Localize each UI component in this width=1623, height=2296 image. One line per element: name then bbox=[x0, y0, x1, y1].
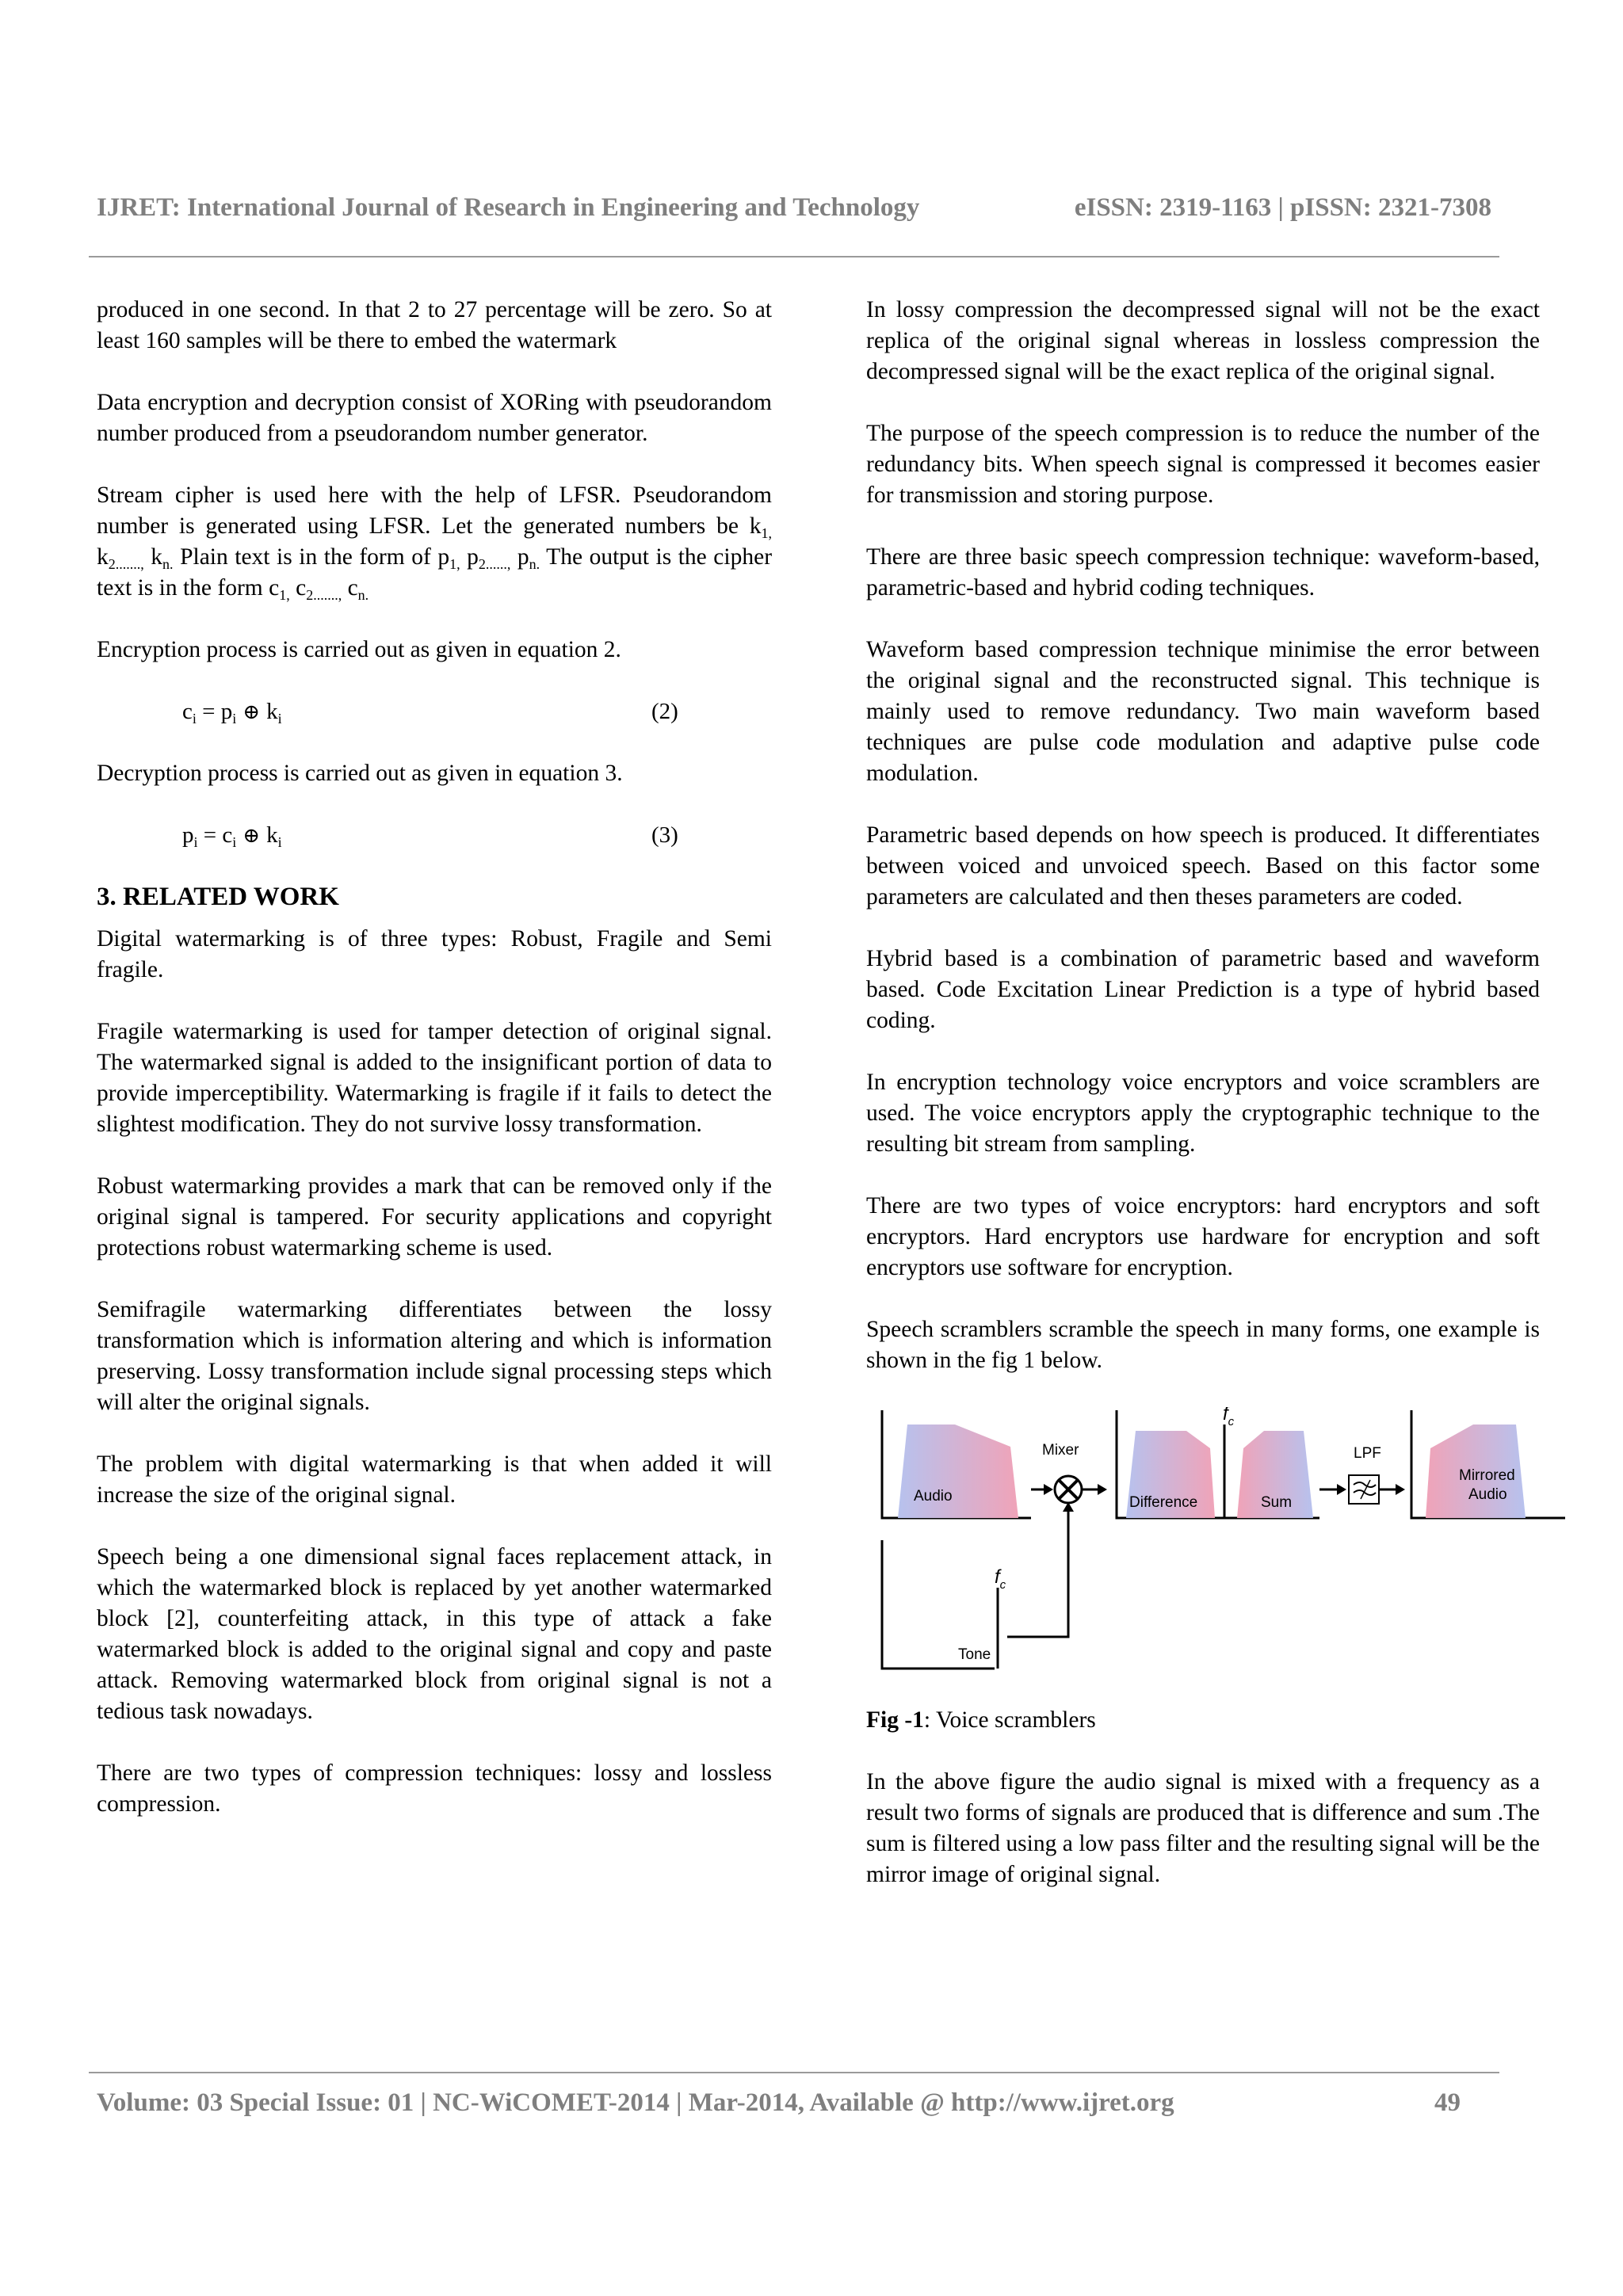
lpf-box bbox=[1349, 1475, 1379, 1504]
mirrored-label-line1: Mirrored bbox=[1459, 1467, 1515, 1484]
lfsr-paragraph: Stream cipher is used here with the help of LFSR. Pseudorandom number is generated using LFSR. Let the generated numbers be $k_{1,}$ $k_{2.......,}$ $k_{n.}$ Plain text is in the form of $p_{1,}$ $p_{2......,}$ $p_{n.}$ The output is the cipher text is in the form $c_{1,}$ $c_{2.......,}$ $c_{n.}$ bbox=[97, 482, 773, 603]
paragraph: The purpose of the speech compression is to reduce the number of the redundancy bits. When speech signal is compressed it becomes easier for transmission and storing purpose. bbox=[866, 421, 1540, 508]
audio-label: Audio bbox=[914, 1488, 953, 1505]
equation-number: (2) bbox=[651, 699, 678, 724]
figure-caption: Fig -1: Voice scramblers bbox=[866, 1707, 1096, 1733]
paragraph: Waveform based compression technique minimise the error between the original signal and the reconstructed signal. This technique is mainly used to remove redundancy. Two main waveform based techniques are pulse code modulation and adaptive pulse code modulation. bbox=[866, 637, 1540, 786]
paragraph: There are two types of compression techniques: lossy and lossless compression. bbox=[97, 1760, 772, 1817]
left-column bbox=[97, 295, 772, 1851]
xor-operator: ⊕ bbox=[242, 824, 261, 847]
right-column bbox=[866, 295, 1540, 1921]
paragraph: In the above figure the audio signal is mixed with a frequency as a result two forms of signals are produced that is difference and sum .The sum is filtered using a low pass filter and the resulting signal will be the mirror image of original signal. bbox=[866, 1769, 1540, 1887]
paragraph: Robust watermarking provides a mark that can be removed only if the original signal is tampered. For security applications and copyright protections robust watermarking scheme is used. bbox=[97, 1173, 772, 1261]
page-header bbox=[97, 193, 1499, 225]
page-number: 49 bbox=[1434, 2088, 1461, 2117]
difference-label: Difference bbox=[1129, 1494, 1198, 1511]
journal-title: IJRET: International Journal of Research in Engineering and Technology bbox=[97, 193, 920, 222]
paragraph: There are three basic speech compression technique: waveform-based, parametric-based and hybrid coding techniques. bbox=[866, 544, 1540, 601]
voice-scrambler-figure bbox=[876, 1407, 1565, 1676]
paragraph: The problem with digital watermarking is that when added it will increase the size of the original signal. bbox=[97, 1451, 772, 1508]
paragraph: Hybrid based is a combination of parametric based and waveform based. Code Excitation Linear Prediction is a type of hybrid based coding. bbox=[866, 946, 1540, 1033]
fc-label-tone: $f_c$ bbox=[995, 1566, 1006, 1592]
equation-number: (3) bbox=[651, 822, 678, 848]
paragraph: Decryption process is carried out as given in equation 3. bbox=[97, 761, 623, 786]
tone-label: Tone bbox=[958, 1646, 991, 1663]
equation-2: $c_i = p_i$ ⊕ $k_i$ (2) bbox=[97, 696, 772, 727]
issn: eISSN: 2319-1163 | pISSN: 2321-7308 bbox=[1074, 193, 1491, 222]
mixer-label: Mixer bbox=[1042, 1442, 1079, 1459]
paragraph: Speech being a one dimensional signal faces replacement attack, in which the watermarked block is replaced by yet another watermarked block [2], counterfeiting attack, in this type of attack a fake watermarked block is added to the original signal and copy and paste attack. Removing watermarked block from original signal is not a tedious task nowadays. bbox=[97, 1544, 772, 1724]
equation-3: $p_i = c_i$ ⊕ $k_i$ (3) bbox=[97, 820, 772, 851]
footer-text: Volume: 03 Special Issue: 01 | NC-WiCOMET-2014 | Mar-2014, Available @ http://www.ijret.org bbox=[97, 2088, 1174, 2117]
xor-operator: ⊕ bbox=[242, 700, 261, 723]
section-heading: 3. RELATED WORK bbox=[97, 883, 339, 911]
paragraph: Data encryption and decryption consist of XORing with pseudorandom number produced from a pseudorandom number generator. bbox=[97, 390, 772, 446]
footer-rule bbox=[89, 2072, 1499, 2073]
paragraph: Speech scramblers scramble the speech in many forms, one example is shown in the fig 1 below. bbox=[866, 1317, 1540, 1373]
paragraph: Fragile watermarking is used for tamper detection of original signal. The watermarked signal is added to the insignificant portion of data to provide imperceptibility. Watermarking is fragile if it fails to detect the slightest modification. They do not survive lossy transformation. bbox=[97, 1019, 772, 1137]
fc-label-top: $f_c$ bbox=[1223, 1407, 1235, 1428]
paragraph: produced in one second. In that 2 to 27 percentage will be zero. So at least 160 samples will be there to embed the watermark bbox=[97, 297, 772, 353]
sum-label: Sum bbox=[1261, 1494, 1293, 1511]
paragraph: Semifragile watermarking differentiates between the lossy transformation which is information altering and which is information preserving. Lossy transformation include signal processing steps which will alter the original signals. bbox=[97, 1297, 772, 1415]
paragraph: In encryption technology voice encryptors and voice scramblers are used. The voice encryptors apply the cryptographic technique to the resulting bit stream from sampling. bbox=[866, 1070, 1540, 1157]
header-rule bbox=[89, 256, 1499, 257]
paragraph: There are two types of voice encryptors: hard encryptors and soft encryptors. Hard encryptors use hardware for encryption and soft encryptors use software for encryption. bbox=[866, 1193, 1540, 1280]
paragraph: Encryption process is carried out as given in equation 2. bbox=[97, 637, 621, 662]
lpf-label: LPF bbox=[1354, 1445, 1381, 1462]
paragraph: Digital watermarking is of three types: Robust, Fragile and Semi fragile. bbox=[97, 926, 772, 982]
paragraph: Parametric based depends on how speech is produced. It differentiates between voiced and unvoiced speech. Based on this factor some parameters are calculated and then theses parameters are coded. bbox=[866, 822, 1540, 910]
paragraph: In lossy compression the decompressed signal will not be the exact replica of the original signal whereas in lossless compression the decompressed signal will be the exact replica of the original signal. bbox=[866, 297, 1540, 384]
mirrored-label-line2: Audio bbox=[1468, 1486, 1507, 1503]
page-footer bbox=[97, 2088, 1499, 2118]
voice-scrambler-diagram bbox=[876, 1407, 1565, 1676]
